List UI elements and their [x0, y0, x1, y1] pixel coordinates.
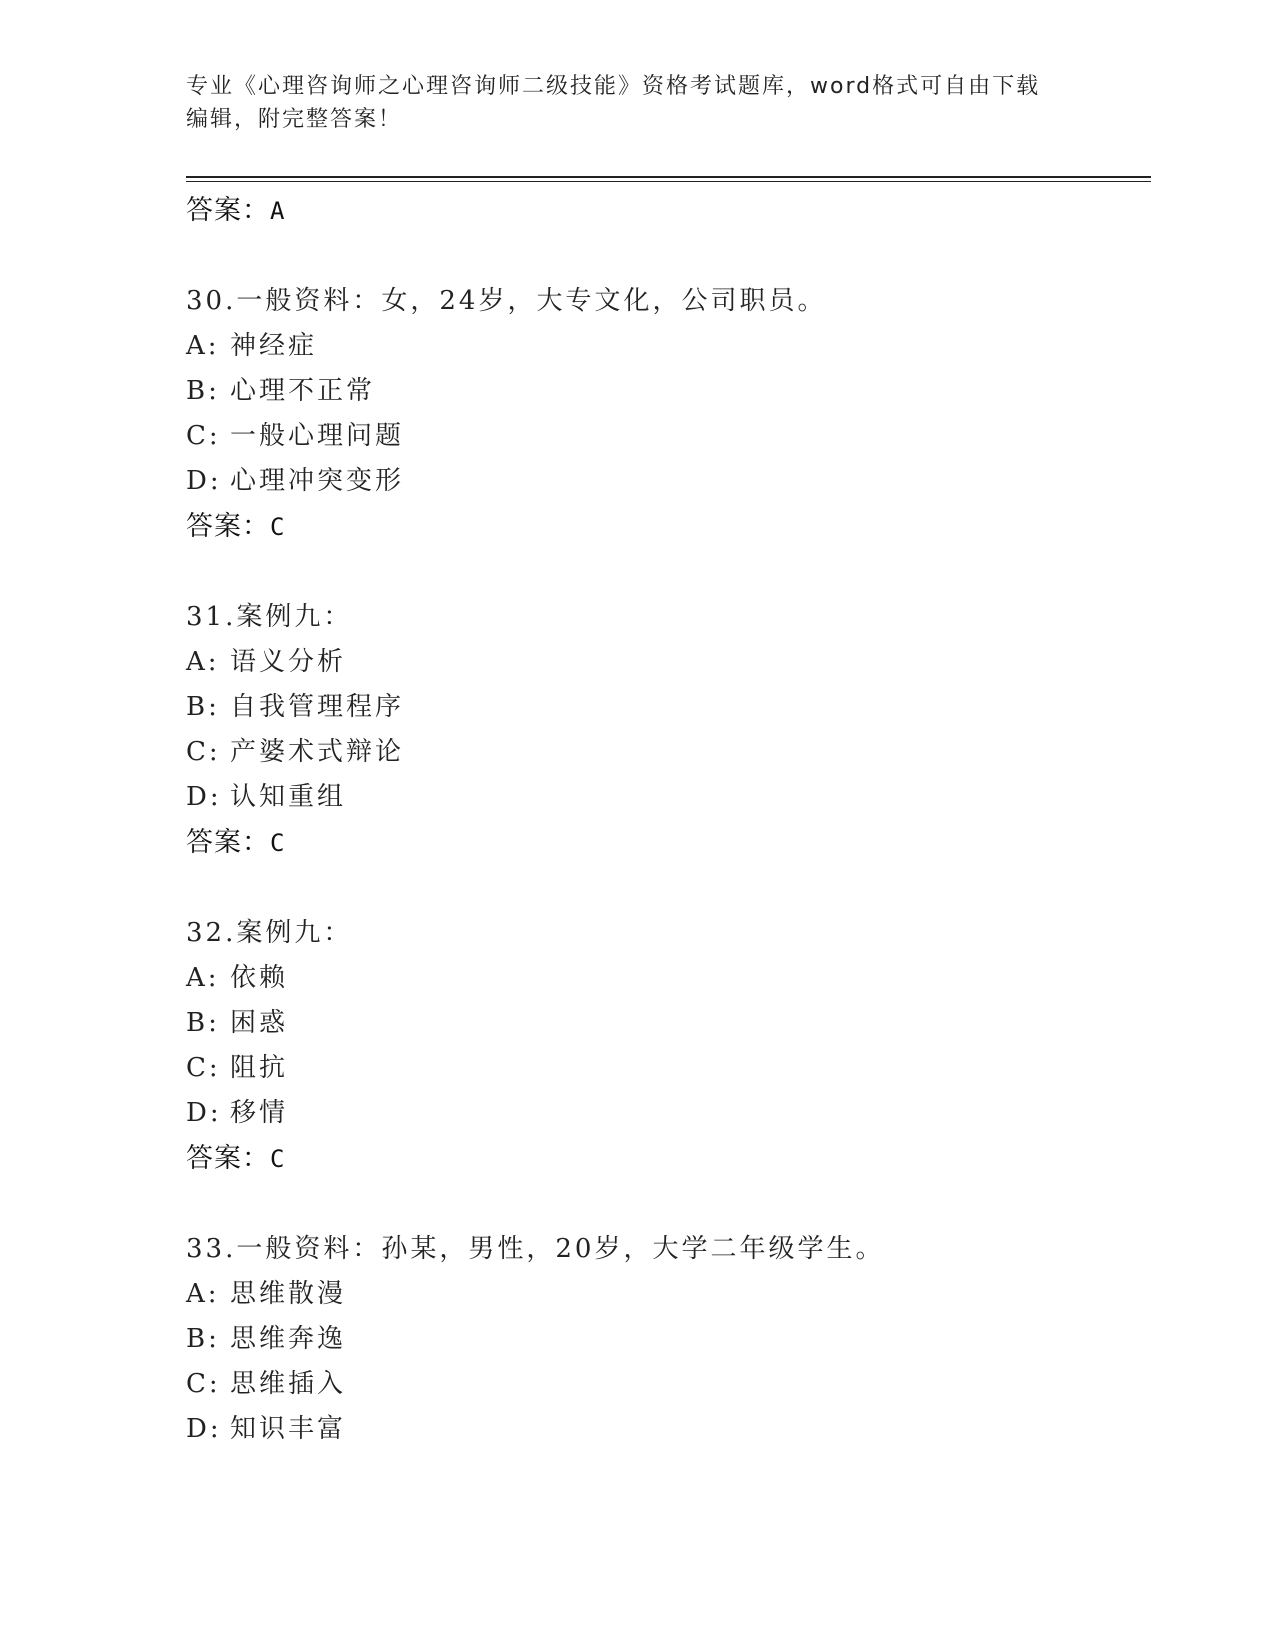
option-a: [186, 324, 1146, 369]
option-c: [186, 414, 1146, 459]
option-key: B:: [186, 692, 220, 722]
option-key: A:: [186, 1279, 220, 1309]
spacer: [186, 234, 1146, 279]
option-text: 移情: [230, 1098, 289, 1128]
option-text: 思维插入: [230, 1369, 347, 1399]
option-a: [186, 1272, 1146, 1317]
question-31: [186, 595, 1146, 866]
option-key: D:: [186, 782, 222, 812]
answer-value: C: [270, 513, 286, 541]
option-key: C:: [186, 1053, 221, 1083]
answer-line: [186, 820, 1146, 866]
header-rule-thin: [186, 181, 1151, 182]
question-32: [186, 911, 1146, 1182]
answer-value: A: [270, 197, 286, 225]
question-text: 一般资料：孙某，男性，20岁，大学二年级学生。: [236, 1234, 885, 1264]
question-text: 案例九：: [236, 918, 353, 948]
answer-label: 答案：: [186, 1143, 270, 1174]
question-30: [186, 279, 1146, 550]
option-key: D:: [186, 466, 222, 496]
option-d: [186, 775, 1146, 820]
option-b: [186, 369, 1146, 414]
option-b: [186, 1317, 1146, 1362]
answer-label: 答案：: [186, 511, 270, 542]
spacer: [186, 550, 1146, 595]
question-title: [186, 279, 1146, 324]
option-key: B:: [186, 1324, 220, 1354]
option-key: C:: [186, 421, 221, 451]
option-text: 依赖: [230, 963, 289, 993]
question-title: [186, 1227, 1146, 1272]
answer-value: C: [270, 829, 286, 857]
option-c: [186, 730, 1146, 775]
answer-label: 答案：: [186, 827, 270, 858]
question-title: [186, 911, 1146, 956]
option-key: D:: [186, 1414, 222, 1444]
question-number: 30.: [186, 286, 237, 316]
question-title: [186, 595, 1146, 640]
option-text: 语义分析: [230, 647, 347, 677]
question-text: 一般资料：女，24岁，大专文化，公司职员。: [236, 286, 827, 316]
option-text: 认知重组: [230, 782, 347, 812]
option-c: [186, 1362, 1146, 1407]
option-d: [186, 1091, 1146, 1136]
option-key: A:: [186, 647, 220, 677]
option-text: 知识丰富: [230, 1414, 347, 1444]
header-line-2: 编辑，附完整答案！: [186, 107, 403, 132]
answer-value: C: [270, 1145, 286, 1173]
option-text: 思维奔逸: [230, 1324, 347, 1354]
option-text: 阻抗: [230, 1053, 289, 1083]
question-number: 31.: [186, 602, 237, 632]
option-text: 一般心理问题: [230, 421, 405, 451]
option-text: 困惑: [230, 1008, 289, 1038]
option-text: 思维散漫: [230, 1279, 347, 1309]
header-line-1: 专业《心理咨询师之心理咨询师二级技能》资格考试题库，word格式可自由下载: [186, 74, 1041, 99]
answer-label: 答案：: [186, 195, 270, 226]
option-text: 心理冲突变形: [230, 466, 405, 496]
option-key: D:: [186, 1098, 222, 1128]
question-text: 案例九：: [236, 602, 353, 632]
option-text: 神经症: [230, 331, 318, 361]
option-c: [186, 1046, 1146, 1091]
option-a: [186, 640, 1146, 685]
answer-line: [186, 504, 1146, 550]
option-b: [186, 685, 1146, 730]
option-b: [186, 1001, 1146, 1046]
question-list: [186, 188, 1146, 1452]
option-key: A:: [186, 331, 220, 361]
answer-line: [186, 1136, 1146, 1182]
option-key: C:: [186, 737, 221, 767]
document-header: [186, 70, 1086, 136]
option-text: 心理不正常: [230, 376, 376, 406]
spacer: [186, 866, 1146, 911]
question-number: 33.: [186, 1234, 237, 1264]
spacer: [186, 1182, 1146, 1227]
header-rule-thick: [186, 176, 1151, 178]
option-d: [186, 1407, 1146, 1452]
answer-line: [186, 188, 1146, 234]
option-d: [186, 459, 1146, 504]
question-number: 32.: [186, 918, 237, 948]
option-key: B:: [186, 1008, 220, 1038]
option-key: A:: [186, 963, 220, 993]
option-text: 自我管理程序: [230, 692, 405, 722]
option-a: [186, 956, 1146, 1001]
option-key: C:: [186, 1369, 221, 1399]
option-text: 产婆术式辩论: [230, 737, 405, 767]
option-key: B:: [186, 376, 220, 406]
question-33: [186, 1227, 1146, 1452]
